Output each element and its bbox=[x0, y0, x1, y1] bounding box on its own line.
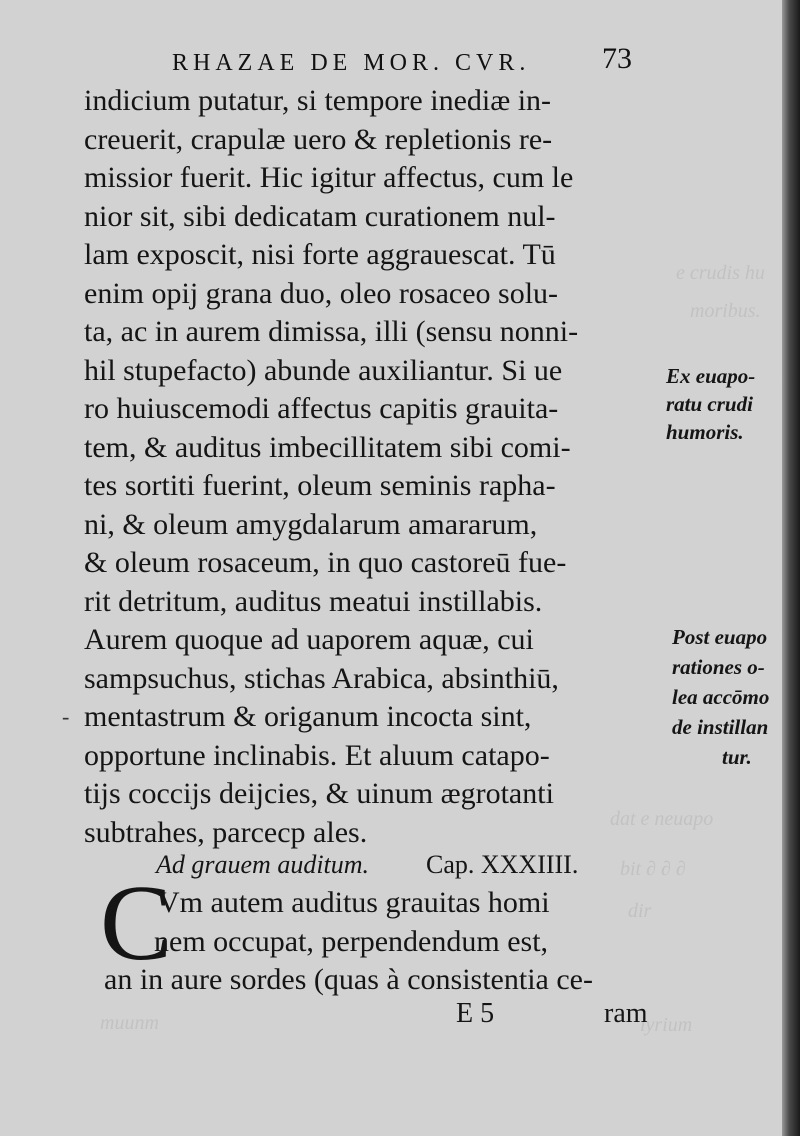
margin-note-line: rationes o- bbox=[672, 655, 765, 679]
margin-note-line: tur. bbox=[722, 745, 752, 769]
margin-note-line: Post euapo bbox=[672, 625, 768, 649]
text-line: mentastrum & origanum incocta sint, bbox=[84, 700, 532, 733]
section-text bbox=[104, 884, 684, 1000]
chapter-title: Ad grauem auditum. bbox=[156, 850, 370, 879]
text-line: an in aure sordes (quas à consistentia ce- bbox=[104, 963, 593, 996]
text-line: sampsuchus, stichas Arabica, absinthiū, bbox=[84, 661, 559, 695]
text-line: & oleum rosaceum, in quo castoreū fue- bbox=[84, 546, 567, 579]
text-line: subtrahes, parcecp ales. bbox=[84, 815, 368, 849]
bleed-through-text: moribus. bbox=[690, 300, 761, 322]
text-line: enim opij grana duo, oleo rosaceo solu- bbox=[84, 276, 559, 310]
catchword: ram bbox=[604, 998, 648, 1029]
bleed-through-text: e crudis hu bbox=[676, 262, 765, 284]
running-head: RHAZAE DE MOR. CVR. bbox=[172, 50, 531, 76]
bleed-through-text: dir bbox=[628, 900, 652, 922]
text-line: lam exposcit, nisi forte aggrauescat. Tū bbox=[84, 238, 556, 271]
text-line: ni, & oleum amygdalarum amararum, bbox=[84, 507, 538, 541]
text-line: opportune inclinabis. Et aluum catapo- bbox=[84, 738, 550, 772]
text-line: creuerit, crapulæ uero & repletionis re- bbox=[84, 122, 553, 156]
bleed-through-text: muunm bbox=[100, 1012, 159, 1034]
text-line: missior fuerit. Hic igitur affectus, cum le bbox=[84, 161, 574, 194]
margin-note-line: lea accōmo bbox=[672, 685, 770, 709]
text-line: ro huiuscemodi affectus capitis grauita- bbox=[84, 392, 559, 425]
drop-cap: C bbox=[100, 864, 173, 983]
margin-note-line: ratu crudi bbox=[666, 392, 753, 416]
book-gutter bbox=[782, 0, 800, 1136]
bleed-through-text: lyrium bbox=[640, 1014, 693, 1036]
bleed-through-text: dat e neuapo bbox=[610, 808, 714, 830]
bleed-through-text: bit ∂ ∂ ∂ bbox=[620, 858, 686, 880]
text-line: Aurem quoque ad uaporem aquæ, cui bbox=[84, 623, 534, 656]
text-line: rit detritum, auditus meatui instillabis. bbox=[84, 584, 543, 618]
margin-note-line: Ex euapo- bbox=[666, 364, 756, 388]
text-line: Vm autem auditus grauitas homi bbox=[158, 886, 550, 919]
text-line: tes sortiti fuerint, oleum seminis rapha- bbox=[84, 469, 556, 502]
margin-note bbox=[672, 622, 769, 772]
text-line: nior sit, sibi dedicatam curationem nul- bbox=[84, 199, 556, 233]
margin-note-line: humoris. bbox=[666, 420, 744, 444]
body-text bbox=[84, 82, 664, 852]
text-line: nem occupat, perpendendum est, bbox=[154, 924, 549, 958]
margin-note bbox=[666, 362, 755, 446]
page-header bbox=[172, 42, 652, 82]
text-line: hil stupefacto) abunde auxiliantur. Si ue bbox=[84, 353, 563, 387]
margin-note-line: de instillan bbox=[672, 715, 769, 739]
chapter-number: Cap. XXXIIII. bbox=[426, 850, 579, 879]
text-line: ta, ac in aurem dimissa, illi (sensu nonni- bbox=[84, 315, 579, 348]
signature-mark: E 5 bbox=[456, 998, 495, 1029]
folio-number: 73 bbox=[602, 42, 632, 75]
text-line: indicium putatur, si tempore inediæ in- bbox=[84, 84, 552, 117]
stray-mark: - bbox=[62, 704, 70, 729]
text-line: tijs coccijs deijcies, & uinum ægrotanti bbox=[84, 777, 554, 810]
text-line: tem, & auditus imbecillitatem sibi comi- bbox=[84, 430, 571, 464]
chapter-heading bbox=[156, 850, 676, 880]
